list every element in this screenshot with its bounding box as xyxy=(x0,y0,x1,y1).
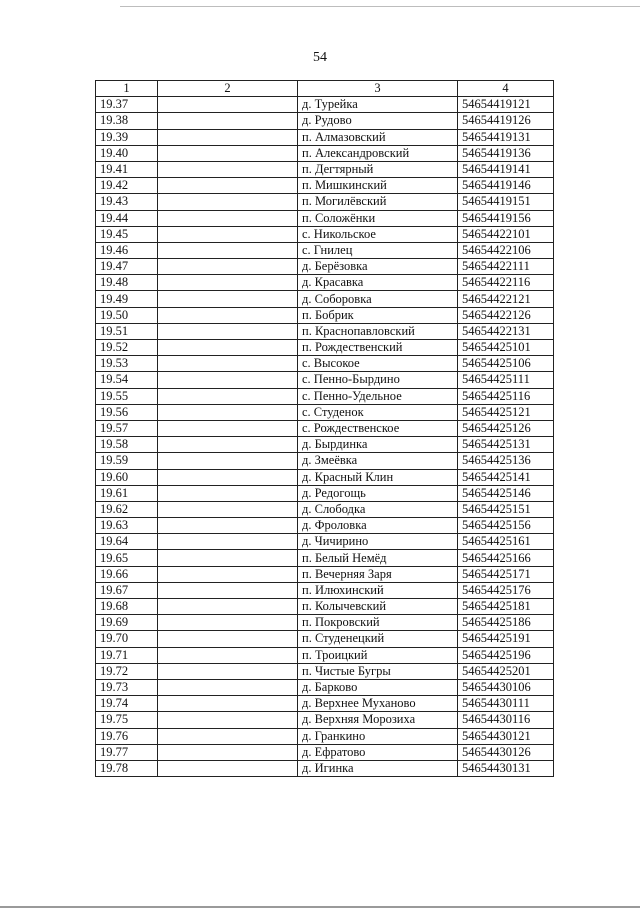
settlement-name-cell: д. Гранкино xyxy=(298,728,458,744)
table-row xyxy=(96,420,554,436)
row-number-cell: 19.58 xyxy=(96,437,158,453)
column-2-cell xyxy=(158,550,298,566)
column-header-3: 3 xyxy=(298,81,458,97)
settlement-code-cell: 54654425171 xyxy=(458,566,554,582)
settlement-code-cell: 54654422101 xyxy=(458,226,554,242)
settlement-name-cell: п. Студенецкий xyxy=(298,631,458,647)
table-row xyxy=(96,323,554,339)
settlement-code-cell: 54654419121 xyxy=(458,97,554,113)
settlement-name-cell: п. Александровский xyxy=(298,145,458,161)
row-number-cell: 19.42 xyxy=(96,178,158,194)
settlement-name-cell: д. Слободка xyxy=(298,501,458,517)
table-body xyxy=(96,97,554,777)
row-number-cell: 19.40 xyxy=(96,145,158,161)
row-number-cell: 19.63 xyxy=(96,518,158,534)
table-row xyxy=(96,599,554,615)
settlement-code-cell: 54654425141 xyxy=(458,469,554,485)
table-row xyxy=(96,388,554,404)
table-row xyxy=(96,696,554,712)
settlement-code-cell: 54654425176 xyxy=(458,582,554,598)
row-number-cell: 19.39 xyxy=(96,129,158,145)
settlements-table xyxy=(95,80,554,777)
row-number-cell: 19.64 xyxy=(96,534,158,550)
column-2-cell xyxy=(158,145,298,161)
settlement-code-cell: 54654422111 xyxy=(458,259,554,275)
table-row xyxy=(96,356,554,372)
column-2-cell xyxy=(158,647,298,663)
page-number: 54 xyxy=(313,50,327,65)
row-number-cell: 19.47 xyxy=(96,259,158,275)
column-2-cell xyxy=(158,453,298,469)
settlement-code-cell: 54654425126 xyxy=(458,420,554,436)
column-2-cell xyxy=(158,485,298,501)
settlement-name-cell: п. Колычевский xyxy=(298,599,458,615)
row-number-cell: 19.69 xyxy=(96,615,158,631)
row-number-cell: 19.76 xyxy=(96,728,158,744)
table-row xyxy=(96,259,554,275)
table-row xyxy=(96,566,554,582)
table-row xyxy=(96,615,554,631)
settlement-code-cell: 54654419136 xyxy=(458,145,554,161)
row-number-cell: 19.37 xyxy=(96,97,158,113)
table-row xyxy=(96,161,554,177)
column-2-cell xyxy=(158,582,298,598)
table-row xyxy=(96,744,554,760)
row-number-cell: 19.41 xyxy=(96,161,158,177)
settlement-name-cell: п. Рождественский xyxy=(298,340,458,356)
table-row xyxy=(96,647,554,663)
settlement-name-cell: п. Краснопавловский xyxy=(298,323,458,339)
table-row xyxy=(96,340,554,356)
column-2-cell xyxy=(158,663,298,679)
settlement-code-cell: 54654430121 xyxy=(458,728,554,744)
settlement-code-cell: 54654425186 xyxy=(458,615,554,631)
settlement-name-cell: с. Пенно-Удельное xyxy=(298,388,458,404)
column-2-cell xyxy=(158,760,298,776)
settlement-code-cell: 54654425181 xyxy=(458,599,554,615)
row-number-cell: 19.50 xyxy=(96,307,158,323)
column-2-cell xyxy=(158,534,298,550)
row-number-cell: 19.77 xyxy=(96,744,158,760)
settlement-code-cell: 54654425106 xyxy=(458,356,554,372)
column-2-cell xyxy=(158,194,298,210)
settlement-name-cell: д. Красавка xyxy=(298,275,458,291)
settlement-code-cell: 54654422121 xyxy=(458,291,554,307)
table-row xyxy=(96,372,554,388)
column-2-cell xyxy=(158,696,298,712)
column-2-cell xyxy=(158,744,298,760)
row-number-cell: 19.68 xyxy=(96,599,158,615)
column-2-cell xyxy=(158,129,298,145)
table-row xyxy=(96,631,554,647)
settlement-name-cell: д. Ефратово xyxy=(298,744,458,760)
settlement-name-cell: с. Рождественское xyxy=(298,420,458,436)
settlement-name-cell: п. Мишкинский xyxy=(298,178,458,194)
row-number-cell: 19.67 xyxy=(96,582,158,598)
row-number-cell: 19.61 xyxy=(96,485,158,501)
column-2-cell xyxy=(158,372,298,388)
settlement-code-cell: 54654419146 xyxy=(458,178,554,194)
settlement-name-cell: д. Берёзовка xyxy=(298,259,458,275)
row-number-cell: 19.44 xyxy=(96,210,158,226)
table-row xyxy=(96,113,554,129)
column-2-cell xyxy=(158,615,298,631)
table-row xyxy=(96,307,554,323)
table-row xyxy=(96,194,554,210)
settlement-code-cell: 54654430126 xyxy=(458,744,554,760)
settlement-name-cell: с. Гнилец xyxy=(298,242,458,258)
settlement-name-cell: п. Белый Немёд xyxy=(298,550,458,566)
row-number-cell: 19.56 xyxy=(96,404,158,420)
settlement-code-cell: 54654422116 xyxy=(458,275,554,291)
settlement-code-cell: 54654422126 xyxy=(458,307,554,323)
settlement-code-cell: 54654419126 xyxy=(458,113,554,129)
column-2-cell xyxy=(158,679,298,695)
column-2-cell xyxy=(158,599,298,615)
table-row xyxy=(96,178,554,194)
row-number-cell: 19.48 xyxy=(96,275,158,291)
settlement-code-cell: 54654425151 xyxy=(458,501,554,517)
table-row xyxy=(96,97,554,113)
table-row xyxy=(96,242,554,258)
table-row xyxy=(96,760,554,776)
settlement-name-cell: д. Бырдинка xyxy=(298,437,458,453)
settlement-name-cell: д. Рудово xyxy=(298,113,458,129)
row-number-cell: 19.65 xyxy=(96,550,158,566)
settlement-name-cell: п. Вечерняя Заря xyxy=(298,566,458,582)
settlement-name-cell: д. Турейка xyxy=(298,97,458,113)
settlement-name-cell: д. Верхняя Морозиха xyxy=(298,712,458,728)
row-number-cell: 19.57 xyxy=(96,420,158,436)
settlement-name-cell: д. Змеёвка xyxy=(298,453,458,469)
column-2-cell xyxy=(158,388,298,404)
column-2-cell xyxy=(158,242,298,258)
column-2-cell xyxy=(158,437,298,453)
table-row xyxy=(96,728,554,744)
column-2-cell xyxy=(158,404,298,420)
settlement-code-cell: 54654425101 xyxy=(458,340,554,356)
table-row xyxy=(96,501,554,517)
settlement-code-cell: 54654419156 xyxy=(458,210,554,226)
column-2-cell xyxy=(158,501,298,517)
column-2-cell xyxy=(158,712,298,728)
table-row xyxy=(96,663,554,679)
settlement-name-cell: п. Дегтярный xyxy=(298,161,458,177)
column-2-cell xyxy=(158,518,298,534)
column-2-cell xyxy=(158,420,298,436)
row-number-cell: 19.71 xyxy=(96,647,158,663)
column-2-cell xyxy=(158,210,298,226)
top-scan-rule xyxy=(120,6,640,7)
table-row xyxy=(96,210,554,226)
table-row xyxy=(96,404,554,420)
table-row xyxy=(96,518,554,534)
row-number-cell: 19.60 xyxy=(96,469,158,485)
settlement-code-cell: 54654425191 xyxy=(458,631,554,647)
row-number-cell: 19.49 xyxy=(96,291,158,307)
settlement-name-cell: д. Игинка xyxy=(298,760,458,776)
settlement-name-cell: д. Фроловка xyxy=(298,518,458,534)
settlement-name-cell: п. Алмазовский xyxy=(298,129,458,145)
table-row xyxy=(96,437,554,453)
row-number-cell: 19.72 xyxy=(96,663,158,679)
settlement-name-cell: п. Илюхинский xyxy=(298,582,458,598)
row-number-cell: 19.53 xyxy=(96,356,158,372)
table-row xyxy=(96,453,554,469)
settlement-code-cell: 54654425121 xyxy=(458,404,554,420)
settlement-name-cell: д. Верхнее Муханово xyxy=(298,696,458,712)
settlement-code-cell: 54654419151 xyxy=(458,194,554,210)
row-number-cell: 19.59 xyxy=(96,453,158,469)
column-2-cell xyxy=(158,226,298,242)
column-2-cell xyxy=(158,178,298,194)
settlement-code-cell: 54654425146 xyxy=(458,485,554,501)
settlement-name-cell: п. Соложёнки xyxy=(298,210,458,226)
row-number-cell: 19.70 xyxy=(96,631,158,647)
row-number-cell: 19.78 xyxy=(96,760,158,776)
column-2-cell xyxy=(158,356,298,372)
settlement-code-cell: 54654425116 xyxy=(458,388,554,404)
settlement-name-cell: п. Бобрик xyxy=(298,307,458,323)
settlement-code-cell: 54654425161 xyxy=(458,534,554,550)
column-2-cell xyxy=(158,161,298,177)
column-header-1: 1 xyxy=(96,81,158,97)
column-2-cell xyxy=(158,323,298,339)
table-row xyxy=(96,291,554,307)
column-2-cell xyxy=(158,631,298,647)
settlement-name-cell: д. Редогощь xyxy=(298,485,458,501)
row-number-cell: 19.46 xyxy=(96,242,158,258)
settlement-name-cell: с. Никольское xyxy=(298,226,458,242)
column-2-cell xyxy=(158,275,298,291)
settlement-name-cell: д. Красный Клин xyxy=(298,469,458,485)
table-row xyxy=(96,679,554,695)
column-2-cell xyxy=(158,728,298,744)
settlement-code-cell: 54654422106 xyxy=(458,242,554,258)
column-2-cell xyxy=(158,340,298,356)
row-number-cell: 19.54 xyxy=(96,372,158,388)
settlement-name-cell: с. Высокое xyxy=(298,356,458,372)
settlement-name-cell: д. Чичирино xyxy=(298,534,458,550)
column-header-2: 2 xyxy=(158,81,298,97)
table-row xyxy=(96,226,554,242)
column-2-cell xyxy=(158,97,298,113)
row-number-cell: 19.51 xyxy=(96,323,158,339)
settlement-code-cell: 54654425201 xyxy=(458,663,554,679)
table-row xyxy=(96,582,554,598)
settlement-code-cell: 54654425196 xyxy=(458,647,554,663)
settlement-code-cell: 54654430111 xyxy=(458,696,554,712)
settlement-name-cell: п. Троицкий xyxy=(298,647,458,663)
column-2-cell xyxy=(158,291,298,307)
settlement-code-cell: 54654425166 xyxy=(458,550,554,566)
table-row xyxy=(96,712,554,728)
row-number-cell: 19.38 xyxy=(96,113,158,129)
column-2-cell xyxy=(158,469,298,485)
settlement-code-cell: 54654430131 xyxy=(458,760,554,776)
settlement-name-cell: с. Студенок xyxy=(298,404,458,420)
table-row xyxy=(96,534,554,550)
settlement-name-cell: с. Пенно-Бырдино xyxy=(298,372,458,388)
column-2-cell xyxy=(158,566,298,582)
settlement-code-cell: 54654422131 xyxy=(458,323,554,339)
row-number-cell: 19.75 xyxy=(96,712,158,728)
settlement-name-cell: д. Соборовка xyxy=(298,291,458,307)
row-number-cell: 19.73 xyxy=(96,679,158,695)
row-number-cell: 19.62 xyxy=(96,501,158,517)
column-2-cell xyxy=(158,307,298,323)
settlement-code-cell: 54654419131 xyxy=(458,129,554,145)
settlement-name-cell: д. Барково xyxy=(298,679,458,695)
row-number-cell: 19.55 xyxy=(96,388,158,404)
settlement-code-cell: 54654425131 xyxy=(458,437,554,453)
settlement-name-cell: п. Могилёвский xyxy=(298,194,458,210)
row-number-cell: 19.52 xyxy=(96,340,158,356)
column-2-cell xyxy=(158,113,298,129)
table-row xyxy=(96,485,554,501)
table-row xyxy=(96,145,554,161)
row-number-cell: 19.66 xyxy=(96,566,158,582)
bottom-scan-rule xyxy=(0,906,640,908)
settlement-code-cell: 54654425156 xyxy=(458,518,554,534)
column-header-4: 4 xyxy=(458,81,554,97)
row-number-cell: 19.74 xyxy=(96,696,158,712)
settlement-code-cell: 54654425136 xyxy=(458,453,554,469)
table-row xyxy=(96,129,554,145)
table-row xyxy=(96,275,554,291)
settlement-name-cell: п. Покровский xyxy=(298,615,458,631)
settlement-code-cell: 54654425111 xyxy=(458,372,554,388)
settlement-code-cell: 54654430116 xyxy=(458,712,554,728)
table-header-row xyxy=(96,81,554,97)
settlement-code-cell: 54654419141 xyxy=(458,161,554,177)
settlement-name-cell: п. Чистые Бугры xyxy=(298,663,458,679)
row-number-cell: 19.43 xyxy=(96,194,158,210)
row-number-cell: 19.45 xyxy=(96,226,158,242)
column-2-cell xyxy=(158,259,298,275)
table-row xyxy=(96,550,554,566)
settlement-code-cell: 54654430106 xyxy=(458,679,554,695)
table-row xyxy=(96,469,554,485)
